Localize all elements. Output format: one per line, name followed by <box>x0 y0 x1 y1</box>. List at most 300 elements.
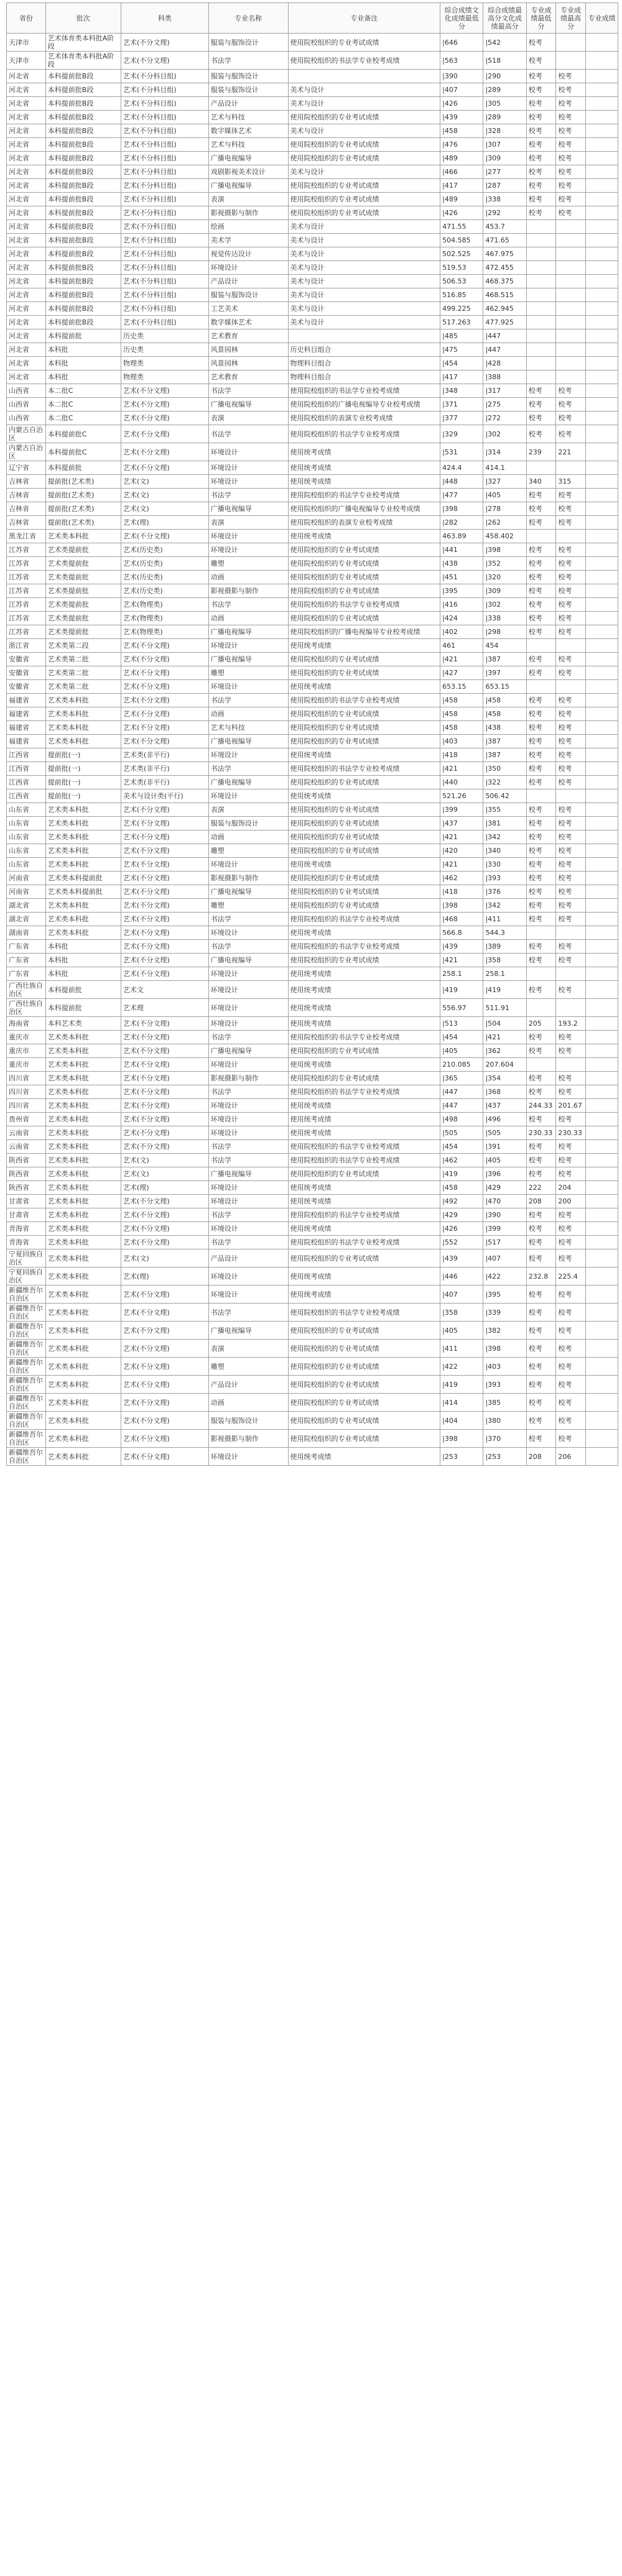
composite-min-cell: 258.1 <box>440 967 483 981</box>
major-score-max-cell: 校考 <box>556 412 586 425</box>
composite-max-cell: |338 <box>483 193 526 206</box>
category-cell: 艺术(不分科目组) <box>121 138 209 152</box>
batch-cell: 艺术类本科批 <box>45 694 121 707</box>
composite-min-cell: |416 <box>440 598 483 612</box>
composite-max-cell: 453.7 <box>483 220 526 234</box>
table-row <box>7 1340 618 1358</box>
category-cell: 艺术类(非平行) <box>121 762 209 776</box>
empty-cell <box>585 1322 618 1340</box>
table-row <box>7 443 618 461</box>
province-cell: 河北省 <box>7 193 46 206</box>
empty-cell <box>585 1430 618 1448</box>
major-score-min-cell: 校考 <box>526 748 556 762</box>
province-cell: 新疆维吾尔自治区 <box>7 1430 46 1448</box>
province-cell: 广东省 <box>7 940 46 954</box>
empty-cell <box>585 302 618 316</box>
batch-cell: 艺术类本科批 <box>45 1249 121 1267</box>
major-cell: 环境设计 <box>208 1222 288 1236</box>
table-row <box>7 165 618 179</box>
table-row <box>7 83 618 97</box>
major-note-cell: 美术与设计 <box>288 316 440 329</box>
province-cell: 河北省 <box>7 97 46 111</box>
category-cell: 艺术(不分文理) <box>121 384 209 398</box>
major-score-min-cell: 校考 <box>526 625 556 639</box>
province-cell: 江苏省 <box>7 543 46 557</box>
composite-max-cell: |458 <box>483 694 526 707</box>
major-score-min-cell <box>526 234 556 247</box>
major-note-cell: 使用统考成绩 <box>288 475 440 489</box>
major-note-cell: 使用院校组织的书法学专业校考成绩 <box>288 1208 440 1222</box>
composite-max-cell: 472.455 <box>483 261 526 275</box>
batch-cell: 艺术类本科批 <box>45 803 121 817</box>
composite-min-cell: |426 <box>440 206 483 220</box>
table-row <box>7 762 618 776</box>
empty-cell <box>585 234 618 247</box>
composite-max-cell: |393 <box>483 872 526 885</box>
major-cell: 产品设计 <box>208 275 288 288</box>
batch-cell: 本科提前批 <box>45 999 121 1017</box>
major-score-max-cell: 校考 <box>556 1154 586 1167</box>
major-score-max-cell: 校考 <box>556 1286 586 1304</box>
table-row <box>7 954 618 967</box>
category-cell: 艺术(不分文理) <box>121 830 209 844</box>
table-row <box>7 1181 618 1195</box>
major-score-max-cell: 221 <box>556 443 586 461</box>
empty-cell <box>585 34 618 52</box>
category-cell: 艺术(不分文理) <box>121 1236 209 1249</box>
major-score-max-cell <box>556 261 586 275</box>
province-cell: 河北省 <box>7 124 46 138</box>
composite-max-cell: |393 <box>483 1376 526 1394</box>
major-note-cell: 使用院校组织的专业考试成绩 <box>288 1322 440 1340</box>
major-note-cell: 使用统考成绩 <box>288 1448 440 1466</box>
major-cell: 广播电视编导 <box>208 1044 288 1058</box>
composite-min-cell: 653.15 <box>440 680 483 694</box>
major-score-min-cell <box>526 370 556 384</box>
category-cell: 艺术文 <box>121 981 209 999</box>
column-header: 综合成绩文化成绩最低分 <box>440 3 483 34</box>
composite-max-cell: |317 <box>483 384 526 398</box>
composite-min-cell: |462 <box>440 872 483 885</box>
major-score-max-cell: 校考 <box>556 817 586 830</box>
category-cell: 艺术(不分文理) <box>121 1044 209 1058</box>
composite-max-cell: |275 <box>483 398 526 412</box>
category-cell: 艺术(物理类) <box>121 625 209 639</box>
major-cell: 服装与服饰设计 <box>208 34 288 52</box>
column-header: 批次 <box>45 3 121 34</box>
major-score-max-cell <box>556 34 586 52</box>
empty-cell <box>585 557 618 571</box>
major-note-cell: 使用统考成绩 <box>288 639 440 653</box>
empty-cell <box>585 762 618 776</box>
major-note-cell: 使用统考成绩 <box>288 789 440 803</box>
province-cell: 江西省 <box>7 776 46 789</box>
batch-cell: 艺术类提前批 <box>45 557 121 571</box>
major-note-cell: 使用统考成绩 <box>288 1286 440 1304</box>
major-score-min-cell: 校考 <box>526 111 556 124</box>
major-score-max-cell: 校考 <box>556 584 586 598</box>
composite-max-cell: |262 <box>483 516 526 530</box>
major-score-max-cell: 校考 <box>556 844 586 858</box>
major-cell: 数字媒体艺术 <box>208 124 288 138</box>
major-cell: 动画 <box>208 612 288 625</box>
category-cell: 艺术(不分文理) <box>121 735 209 748</box>
composite-min-cell: |405 <box>440 1322 483 1340</box>
table-body <box>7 34 618 1466</box>
major-cell: 广播电视编导 <box>208 735 288 748</box>
major-score-max-cell <box>556 247 586 261</box>
table-row <box>7 940 618 954</box>
batch-cell: 艺术类本科批 <box>45 1448 121 1466</box>
major-score-min-cell <box>526 247 556 261</box>
category-cell: 历史类 <box>121 329 209 343</box>
major-note-cell: 使用院校组织的专业考试成绩 <box>288 872 440 885</box>
table-row <box>7 206 618 220</box>
major-score-max-cell: 校考 <box>556 206 586 220</box>
major-cell: 艺术与科技 <box>208 721 288 735</box>
major-cell: 书法学 <box>208 1236 288 1249</box>
empty-cell <box>585 1195 618 1208</box>
category-cell: 艺术(不分文理) <box>121 844 209 858</box>
major-score-max-cell <box>556 680 586 694</box>
table-row <box>7 830 618 844</box>
major-note-cell: 使用统考成绩 <box>288 858 440 872</box>
major-score-max-cell: 校考 <box>556 1072 586 1085</box>
province-cell: 江苏省 <box>7 612 46 625</box>
composite-max-cell: 207.604 <box>483 1058 526 1072</box>
major-score-min-cell: 校考 <box>526 803 556 817</box>
composite-min-cell: |468 <box>440 913 483 926</box>
table-row <box>7 1236 618 1249</box>
major-note-cell: 使用院校组织的专业考试成绩 <box>288 735 440 748</box>
major-cell: 环境设计 <box>208 1058 288 1072</box>
empty-cell <box>585 1376 618 1394</box>
table-row <box>7 1249 618 1267</box>
province-cell: 安徽省 <box>7 653 46 666</box>
composite-max-cell: |428 <box>483 357 526 370</box>
category-cell: 艺术(不分文理) <box>121 803 209 817</box>
province-cell: 山东省 <box>7 803 46 817</box>
batch-cell: 本科批 <box>45 357 121 370</box>
admission-score-table <box>6 2 618 1466</box>
batch-cell: 本科提前批B段 <box>45 234 121 247</box>
major-cell: 环境设计 <box>208 1126 288 1140</box>
empty-cell <box>585 830 618 844</box>
composite-min-cell: |458 <box>440 124 483 138</box>
composite-max-cell: |328 <box>483 124 526 138</box>
major-cell: 雕塑 <box>208 557 288 571</box>
major-cell: 动画 <box>208 830 288 844</box>
major-score-max-cell: 校考 <box>556 899 586 913</box>
major-score-min-cell: 校考 <box>526 543 556 557</box>
composite-max-cell: |411 <box>483 913 526 926</box>
composite-max-cell: 458.402 <box>483 530 526 543</box>
composite-min-cell: |358 <box>440 1304 483 1322</box>
major-note-cell: 使用院校组织的专业考试成绩 <box>288 830 440 844</box>
major-score-min-cell: 239 <box>526 443 556 461</box>
province-cell: 安徽省 <box>7 666 46 680</box>
province-cell: 新疆维吾尔自治区 <box>7 1322 46 1340</box>
major-score-min-cell <box>526 220 556 234</box>
empty-cell <box>585 1448 618 1466</box>
column-header: 综合成绩最高分文化成绩最高分 <box>483 3 526 34</box>
major-note-cell: 美术与设计 <box>288 220 440 234</box>
category-cell: 艺术(不分文理) <box>121 1448 209 1466</box>
major-cell: 服装与服饰设计 <box>208 70 288 83</box>
composite-min-cell: |429 <box>440 1208 483 1222</box>
composite-min-cell: |439 <box>440 940 483 954</box>
major-cell: 环境设计 <box>208 639 288 653</box>
major-note-cell: 使用统考成绩 <box>288 748 440 762</box>
table-row <box>7 370 618 384</box>
category-cell: 艺术(不分科目组) <box>121 193 209 206</box>
batch-cell: 艺术类本科批 <box>45 1376 121 1394</box>
composite-min-cell: 519.53 <box>440 261 483 275</box>
batch-cell: 本科批 <box>45 940 121 954</box>
batch-cell: 艺术类本科批 <box>45 1394 121 1412</box>
category-cell: 艺术(不分文理) <box>121 1085 209 1099</box>
major-score-min-cell: 校考 <box>526 981 556 999</box>
major-cell: 环境设计 <box>208 748 288 762</box>
composite-min-cell: |407 <box>440 1286 483 1304</box>
province-cell: 河北省 <box>7 370 46 384</box>
table-row <box>7 1017 618 1031</box>
major-cell: 影视摄影与制作 <box>208 584 288 598</box>
major-score-max-cell <box>556 967 586 981</box>
category-cell: 艺术(不分科目组) <box>121 111 209 124</box>
composite-max-cell: |387 <box>483 653 526 666</box>
major-cell: 表演 <box>208 803 288 817</box>
province-cell: 云南省 <box>7 1126 46 1140</box>
batch-cell: 提前批(一) <box>45 748 121 762</box>
composite-max-cell: |362 <box>483 1044 526 1058</box>
province-cell: 湖南省 <box>7 926 46 940</box>
composite-max-cell: 544.3 <box>483 926 526 940</box>
major-note-cell <box>288 70 440 83</box>
major-note-cell: 使用院校组织的书法学专业校考成绩 <box>288 1085 440 1099</box>
batch-cell: 艺术类本科批 <box>45 1286 121 1304</box>
major-cell: 环境设计 <box>208 981 288 999</box>
major-cell: 服装与服饰设计 <box>208 1412 288 1430</box>
table-row <box>7 926 618 940</box>
province-cell: 福建省 <box>7 694 46 707</box>
major-cell: 环境设计 <box>208 1286 288 1304</box>
category-cell: 艺术(不分文理) <box>121 1376 209 1394</box>
composite-min-cell: |404 <box>440 1412 483 1430</box>
empty-cell <box>585 1208 618 1222</box>
batch-cell: 艺术类本科批 <box>45 721 121 735</box>
province-cell: 福建省 <box>7 735 46 748</box>
major-cell: 环境设计 <box>208 789 288 803</box>
major-note-cell: 使用统考成绩 <box>288 461 440 475</box>
table-row <box>7 557 618 571</box>
major-score-min-cell: 校考 <box>526 398 556 412</box>
composite-max-cell: |419 <box>483 981 526 999</box>
empty-cell <box>585 1017 618 1031</box>
major-score-max-cell: 校考 <box>556 1031 586 1044</box>
table-row <box>7 111 618 124</box>
table-row <box>7 543 618 557</box>
batch-cell: 艺术类本科批 <box>45 1267 121 1286</box>
empty-cell <box>585 584 618 598</box>
batch-cell: 艺术类本科批 <box>45 858 121 872</box>
major-score-min-cell: 校考 <box>526 872 556 885</box>
category-cell: 艺术(文) <box>121 1249 209 1267</box>
composite-max-cell: |305 <box>483 97 526 111</box>
major-score-max-cell: 校考 <box>556 1222 586 1236</box>
table-row <box>7 584 618 598</box>
batch-cell: 艺术类本科批 <box>45 1154 121 1167</box>
batch-cell: 艺术类本科批 <box>45 1412 121 1430</box>
province-cell: 江西省 <box>7 748 46 762</box>
empty-cell <box>585 1072 618 1085</box>
table-row <box>7 193 618 206</box>
batch-cell: 本科提前批B段 <box>45 111 121 124</box>
major-score-max-cell <box>556 329 586 343</box>
major-note-cell: 使用院校组织的专业考试成绩 <box>288 1249 440 1267</box>
major-score-max-cell: 校考 <box>556 598 586 612</box>
major-score-min-cell: 校考 <box>526 817 556 830</box>
major-note-cell <box>288 329 440 343</box>
major-score-max-cell: 校考 <box>556 940 586 954</box>
empty-cell <box>585 502 618 516</box>
composite-max-cell: |398 <box>483 543 526 557</box>
province-cell: 河北省 <box>7 275 46 288</box>
table-row <box>7 516 618 530</box>
major-cell: 书法学 <box>208 1154 288 1167</box>
major-cell: 环境设计 <box>208 443 288 461</box>
empty-cell <box>585 475 618 489</box>
composite-min-cell: |421 <box>440 653 483 666</box>
category-cell: 艺术(历史类) <box>121 557 209 571</box>
composite-max-cell: |327 <box>483 475 526 489</box>
table-row <box>7 1058 618 1072</box>
empty-cell <box>585 803 618 817</box>
table-row <box>7 872 618 885</box>
composite-max-cell: |302 <box>483 598 526 612</box>
category-cell: 艺术(不分文理) <box>121 913 209 926</box>
composite-max-cell: |302 <box>483 425 526 443</box>
composite-max-cell: |278 <box>483 502 526 516</box>
major-score-min-cell: 校考 <box>526 1304 556 1322</box>
major-cell: 广播电视编导 <box>208 1322 288 1340</box>
province-cell: 天津市 <box>7 52 46 70</box>
major-score-min-cell: 校考 <box>526 571 556 584</box>
composite-min-cell: |398 <box>440 502 483 516</box>
batch-cell: 艺术类本科批 <box>45 926 121 940</box>
major-score-min-cell: 校考 <box>526 34 556 52</box>
major-score-min-cell: 校考 <box>526 425 556 443</box>
major-note-cell: 美术与设计 <box>288 83 440 97</box>
batch-cell: 艺术类本科批 <box>45 707 121 721</box>
table-row <box>7 275 618 288</box>
category-cell: 艺术(不分文理) <box>121 694 209 707</box>
table-row <box>7 789 618 803</box>
major-score-max-cell: 校考 <box>556 557 586 571</box>
empty-cell <box>585 343 618 357</box>
table-row <box>7 329 618 343</box>
major-score-max-cell <box>556 370 586 384</box>
category-cell: 艺术(不分文理) <box>121 412 209 425</box>
empty-cell <box>585 384 618 398</box>
major-cell: 书法学 <box>208 1140 288 1154</box>
empty-cell <box>585 694 618 707</box>
composite-min-cell: |439 <box>440 111 483 124</box>
table-row <box>7 461 618 475</box>
major-score-max-cell: 校考 <box>556 165 586 179</box>
province-cell: 四川省 <box>7 1099 46 1113</box>
composite-min-cell: 461 <box>440 639 483 653</box>
table-row <box>7 899 618 913</box>
major-cell: 影视摄影与制作 <box>208 1430 288 1448</box>
category-cell: 艺术(不分文理) <box>121 885 209 899</box>
category-cell: 艺术(不分文理) <box>121 52 209 70</box>
batch-cell: 艺术类本科批 <box>45 1126 121 1140</box>
category-cell: 艺术(理) <box>121 516 209 530</box>
category-cell: 艺术(文) <box>121 475 209 489</box>
table-row <box>7 981 618 999</box>
major-score-min-cell: 校考 <box>526 1113 556 1126</box>
empty-cell <box>585 1099 618 1113</box>
batch-cell: 艺术类本科批 <box>45 1072 121 1085</box>
empty-cell <box>585 179 618 193</box>
major-note-cell: 使用院校组织的广播电视编导专业校考成绩 <box>288 502 440 516</box>
composite-min-cell: |458 <box>440 694 483 707</box>
composite-max-cell: |314 <box>483 443 526 461</box>
category-cell: 艺术(物理类) <box>121 612 209 625</box>
major-score-min-cell <box>526 926 556 940</box>
table-row <box>7 124 618 138</box>
composite-max-cell: |342 <box>483 899 526 913</box>
major-score-min-cell: 校考 <box>526 1376 556 1394</box>
province-cell: 江苏省 <box>7 598 46 612</box>
major-cell: 艺术与科技 <box>208 111 288 124</box>
composite-min-cell: |475 <box>440 343 483 357</box>
batch-cell: 提前批(一) <box>45 762 121 776</box>
province-cell: 江苏省 <box>7 571 46 584</box>
major-note-cell: 使用院校组织的书法学专业校考成绩 <box>288 1304 440 1322</box>
empty-cell <box>585 1394 618 1412</box>
major-note-cell: 使用统考成绩 <box>288 981 440 999</box>
major-cell: 美术学 <box>208 234 288 247</box>
composite-max-cell: 467.975 <box>483 247 526 261</box>
composite-min-cell: |421 <box>440 762 483 776</box>
table-row <box>7 817 618 830</box>
table-row <box>7 1208 618 1222</box>
province-cell: 内蒙古自治区 <box>7 425 46 443</box>
empty-cell <box>585 275 618 288</box>
composite-max-cell: |517 <box>483 1236 526 1249</box>
major-score-min-cell: 校考 <box>526 1222 556 1236</box>
composite-min-cell: 471.55 <box>440 220 483 234</box>
batch-cell: 本科提前批B段 <box>45 275 121 288</box>
batch-cell: 本科提前批B段 <box>45 138 121 152</box>
major-score-max-cell: 校考 <box>556 762 586 776</box>
batch-cell: 本科提前批B段 <box>45 70 121 83</box>
table-row <box>7 666 618 680</box>
major-note-cell: 使用院校组织的书法学专业校考成绩 <box>288 940 440 954</box>
major-cell: 书法学 <box>208 762 288 776</box>
major-score-max-cell: 校考 <box>556 1140 586 1154</box>
batch-cell: 艺术类第二批 <box>45 666 121 680</box>
major-score-max-cell: 校考 <box>556 748 586 762</box>
empty-cell <box>585 288 618 302</box>
major-score-max-cell: 校考 <box>556 398 586 412</box>
composite-min-cell: |447 <box>440 1099 483 1113</box>
province-cell: 新疆维吾尔自治区 <box>7 1340 46 1358</box>
composite-min-cell: 424.4 <box>440 461 483 475</box>
province-cell: 甘肃省 <box>7 1208 46 1222</box>
